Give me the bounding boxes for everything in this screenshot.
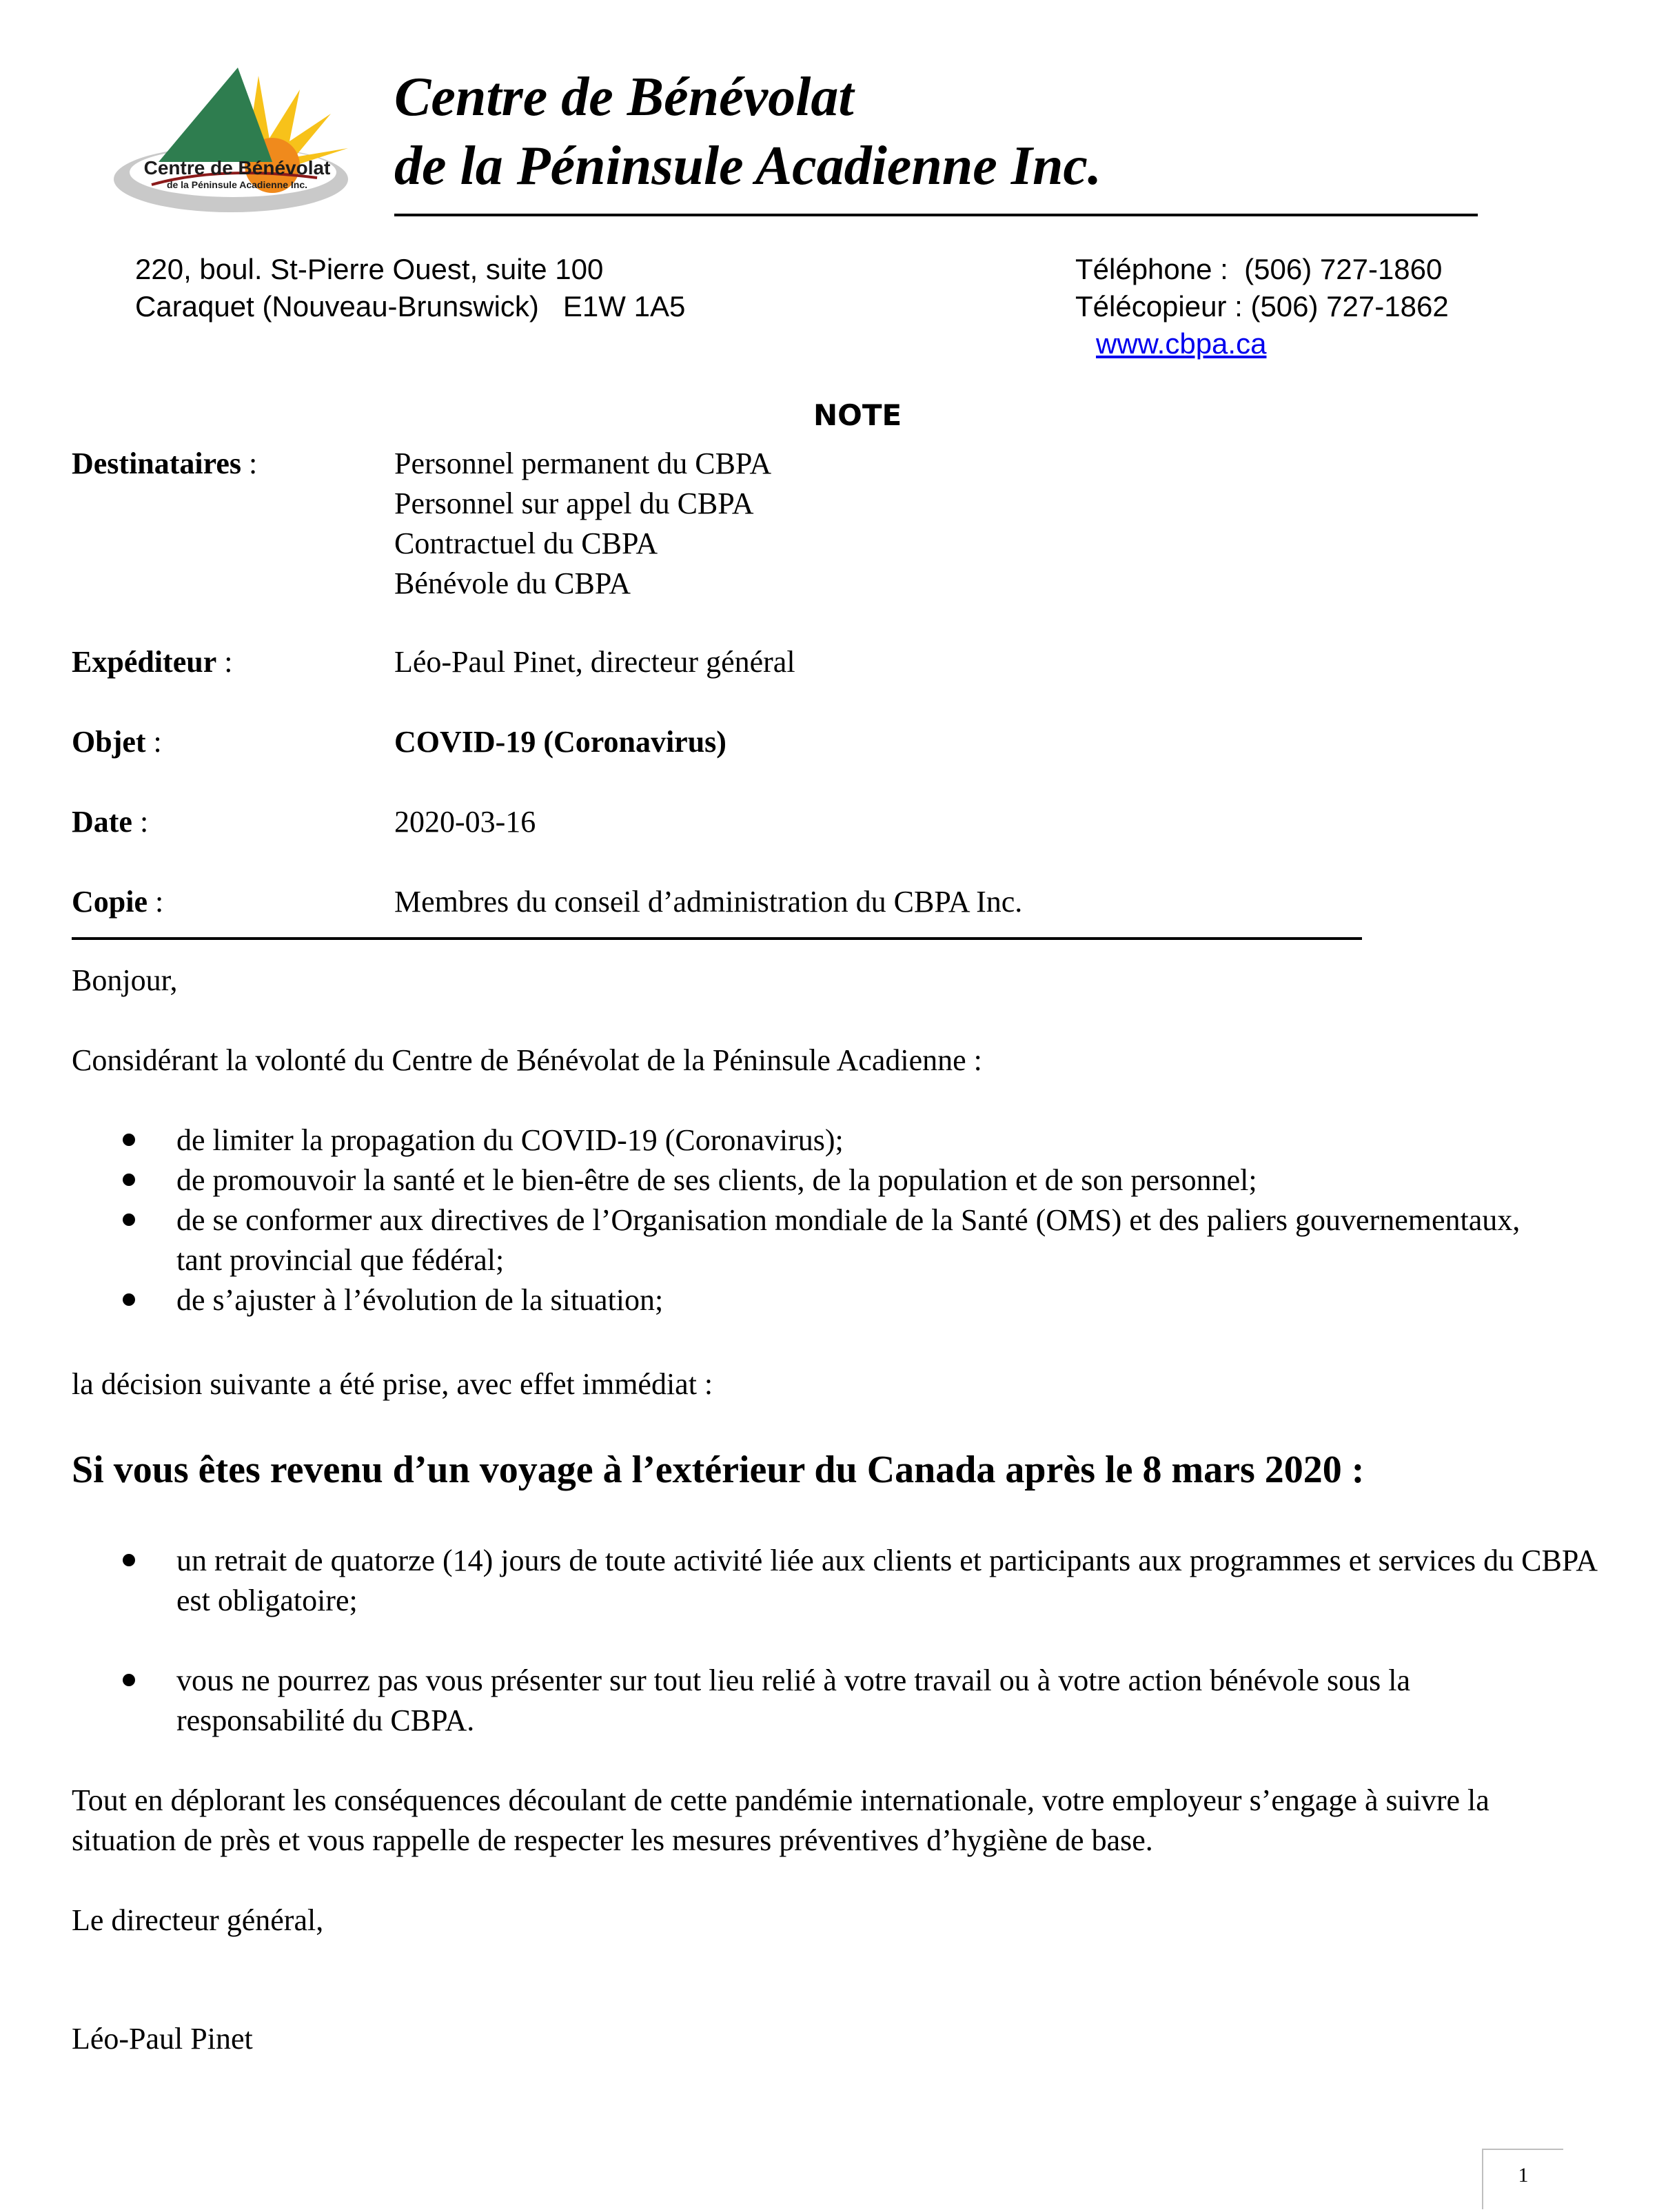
- recipient-item: Contractuel du CBPA: [394, 526, 658, 560]
- address-street: 220, boul. St-Pierre Ouest, suite 100: [135, 253, 604, 285]
- header-rule: [394, 214, 1478, 216]
- recipient-item: Personnel permanent du CBPA: [394, 447, 772, 480]
- bullet-icon: [123, 1554, 135, 1566]
- subject-label: Objet :: [72, 725, 162, 759]
- greeting: Bonjour,: [72, 963, 178, 997]
- bullet-icon: [123, 1134, 135, 1146]
- org-name-line2: de la Péninsule Acadienne Inc.: [394, 136, 1101, 196]
- closing-paragraph: Tout en déplorant les conséquences découlant de cette pandémie internationale, votre employeur s’engage à suivre la situation de près et vous rappelle de respecter les mesures préventives d’hygiène de base.: [72, 1783, 1490, 1857]
- bullet-icon: [123, 1174, 135, 1186]
- logo-text-line2: de la Péninsule Acadienne Inc.: [166, 179, 308, 190]
- decision-intro: la décision suivante a été prise, avec effet immédiat :: [72, 1367, 713, 1401]
- memo-title: NOTE: [813, 398, 902, 432]
- date-label: Date :: [72, 805, 149, 839]
- page-number-box: [1482, 2149, 1563, 2209]
- logo-graphic: [110, 62, 358, 221]
- intro-paragraph: Considérant la volonté du Centre de Bénévolat de la Péninsule Acadienne :: [72, 1043, 982, 1077]
- list-item: de limiter la propagation du COVID-19 (Coronavirus);: [72, 1120, 1533, 1160]
- sender-value: Léo-Paul Pinet, directeur général: [394, 645, 795, 679]
- copy-label: Copie :: [72, 885, 164, 919]
- decision-heading: Si vous êtes revenu d’un voyage à l’extérieur du Canada après le 8 mars 2020 :: [72, 1448, 1365, 1491]
- address-phone: Téléphone : (506) 727-1860: [1075, 253, 1443, 285]
- logo-text-line1: Centre de Bénévolat: [143, 157, 331, 178]
- list-item: un retrait de quatorze (14) jours de toute activité liée aux clients et participants aux programmes et services du CBPA est obligatoire;: [72, 1541, 1631, 1621]
- recipient-item: Bénévole du CBPA: [394, 566, 631, 600]
- date-value: 2020-03-16: [394, 805, 536, 839]
- subject-value: COVID-19 (Coronavirus): [394, 725, 726, 759]
- signature-name: Léo-Paul Pinet: [72, 2022, 253, 2056]
- list-item: de promouvoir la santé et le bien-être de ses clients, de la population et de son personnel;: [72, 1160, 1533, 1200]
- bullet-icon: [123, 1293, 135, 1306]
- page-number: 1: [1518, 2164, 1529, 2187]
- bullet-icon: [123, 1674, 135, 1686]
- recipients-label: Destinataires :: [72, 447, 258, 480]
- address-city: Caraquet (Nouveau-Brunswick) E1W 1A5: [135, 290, 686, 322]
- list-item: de s’ajuster à l’évolution de la situation;: [72, 1280, 1533, 1320]
- list-item: de se conformer aux directives de l’Organisation mondiale de la Santé (OMS) et des paliers gouvernementaux, tant provincial que fédéral;: [72, 1200, 1541, 1280]
- address-fax: Télécopieur : (506) 727-1862: [1075, 290, 1449, 322]
- considerations-list: [72, 1120, 1533, 1320]
- organization-logo: [110, 62, 358, 221]
- org-name-line1: Centre de Bénévolat: [394, 67, 854, 127]
- sender-label: Expéditeur :: [72, 645, 233, 679]
- recipient-item: Personnel sur appel du CBPA: [394, 487, 754, 520]
- bullet-icon: [123, 1213, 135, 1226]
- memo-rule: [72, 937, 1362, 940]
- signoff: Le directeur général,: [72, 1903, 324, 1937]
- copy-value: Membres du conseil d’administration du CBPA Inc.: [394, 885, 1023, 919]
- website-link[interactable]: www.cbpa.ca: [1096, 327, 1267, 360]
- measures-list: [72, 1541, 1596, 1741]
- list-item: vous ne pourrez pas vous présenter sur tout lieu relié à votre travail ou à votre action bénévole sous la responsabilité du CBPA.: [72, 1661, 1581, 1741]
